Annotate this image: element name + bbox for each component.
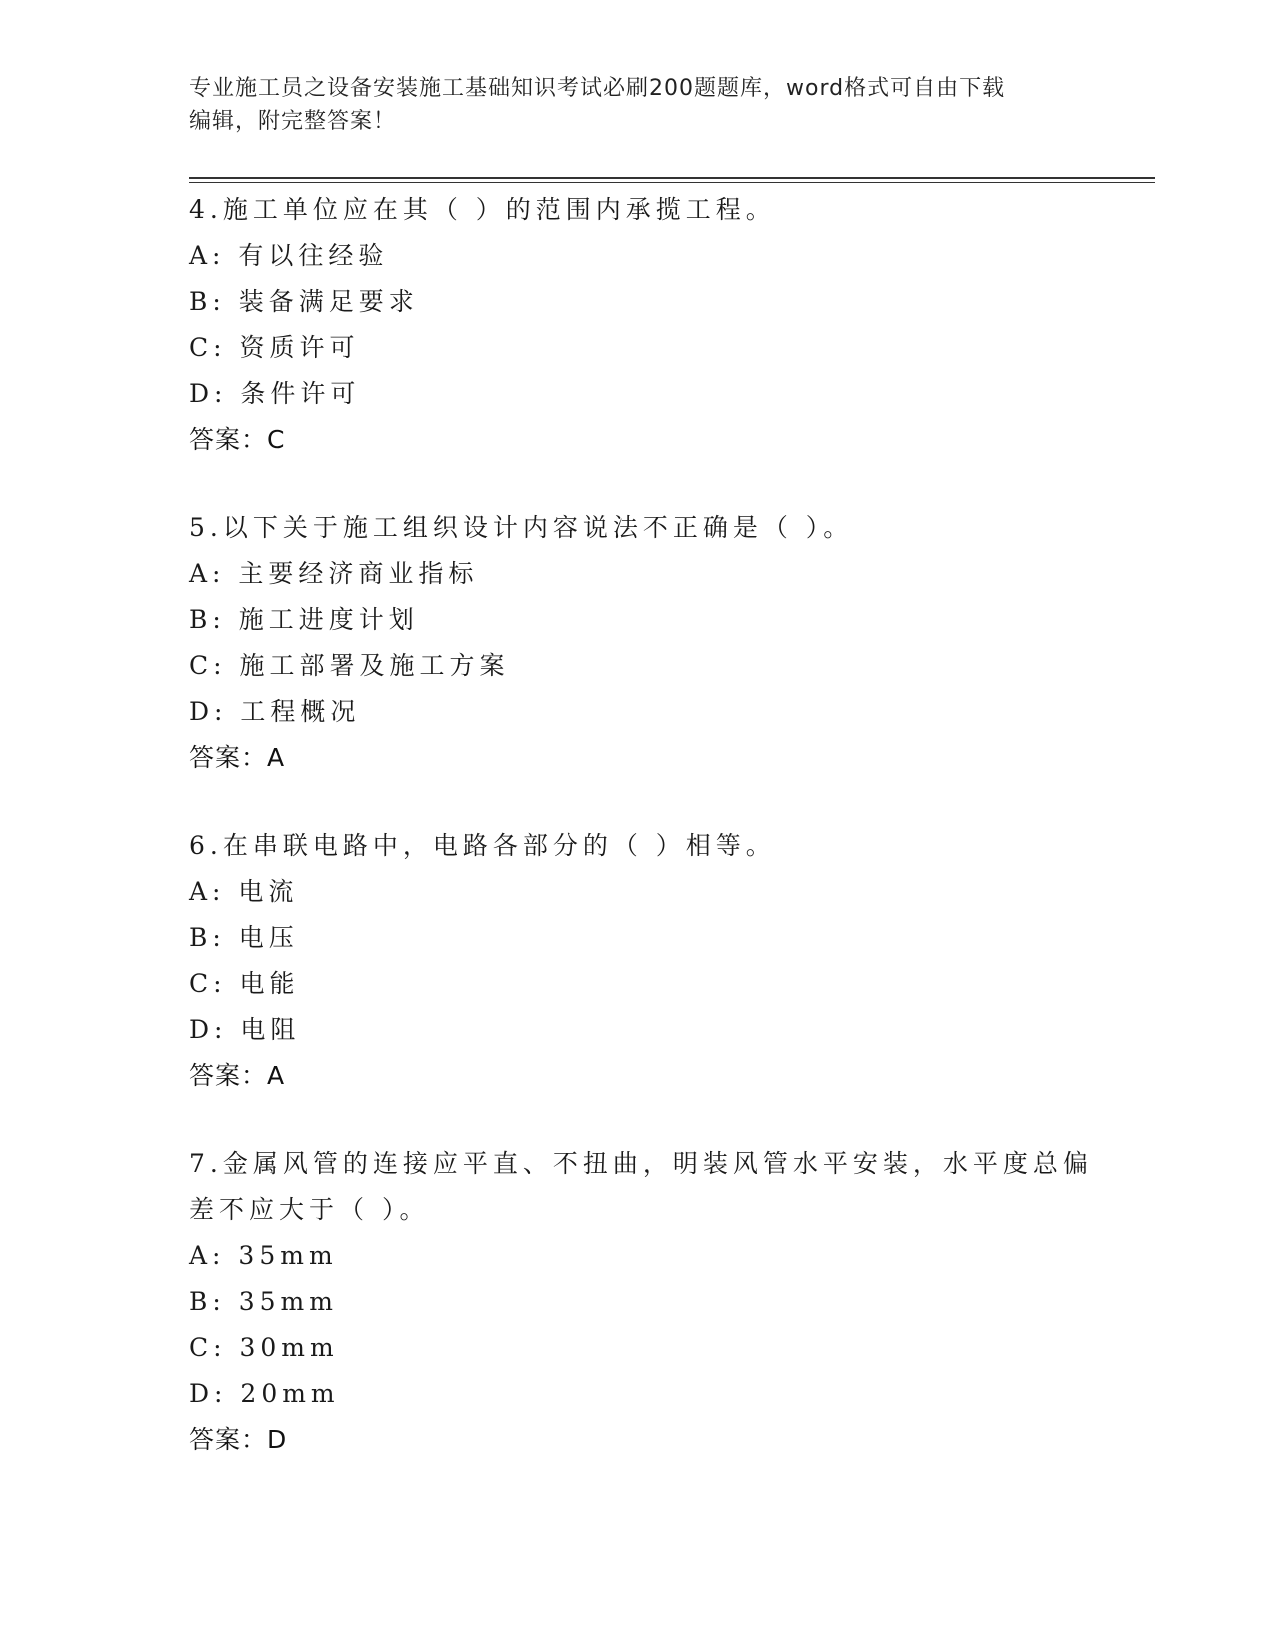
question-list [189,187,1109,1505]
option-a: A: 主要经济商业指标 [189,559,479,588]
option-d: D: 工程概况 [189,697,361,726]
answer-line: 答案：A [189,1061,286,1090]
option-d: D: 电阻 [189,1015,301,1044]
question-4 [189,187,1109,463]
option-d: D: 条件许可 [189,379,361,408]
option-c: C: 30mm [189,1333,339,1362]
option-c: C: 电能 [189,969,300,998]
option-b: B: 电压 [189,923,299,952]
option-c: C: 施工部署及施工方案 [189,651,510,680]
option-b: B: 35mm [189,1287,338,1316]
document-header [189,72,1089,138]
option-a: A: 电流 [189,877,299,906]
header-divider-thick [189,177,1155,179]
question-5 [189,505,1109,781]
question-stem-line-2: 差不应大于（ ）。 [189,1195,430,1224]
option-c: C: 资质许可 [189,333,360,362]
question-stem-line-1: 7.金属风管的连接应平直、不扭曲，明装风管水平安装，水平度总偏 [189,1149,1093,1178]
option-b: B: 装备满足要求 [189,287,419,316]
option-d: D: 20mm [189,1379,340,1408]
header-line-2: 编辑，附完整答案！ [189,109,397,134]
answer-line: 答案：C [189,425,286,454]
question-stem: 5.以下关于施工组织设计内容说法不正确是（ ）。 [189,513,854,542]
answer-line: 答案：A [189,743,286,772]
question-6 [189,823,1109,1099]
question-7 [189,1141,1109,1463]
question-stem: 4.施工单位应在其（ ）的范围内承揽工程。 [189,195,776,224]
header-line-1: 专业施工员之设备安装施工基础知识考试必刷200题题库，word格式可自由下载 [189,76,1006,101]
header-divider-thin [189,182,1155,183]
option-b: B: 施工进度计划 [189,605,419,634]
answer-line: 答案：D [189,1425,288,1454]
option-a: A: 有以往经验 [189,241,389,270]
question-stem: 6.在串联电路中，电路各部分的（ ）相等。 [189,831,776,860]
option-a: A: 35mm [189,1241,338,1270]
